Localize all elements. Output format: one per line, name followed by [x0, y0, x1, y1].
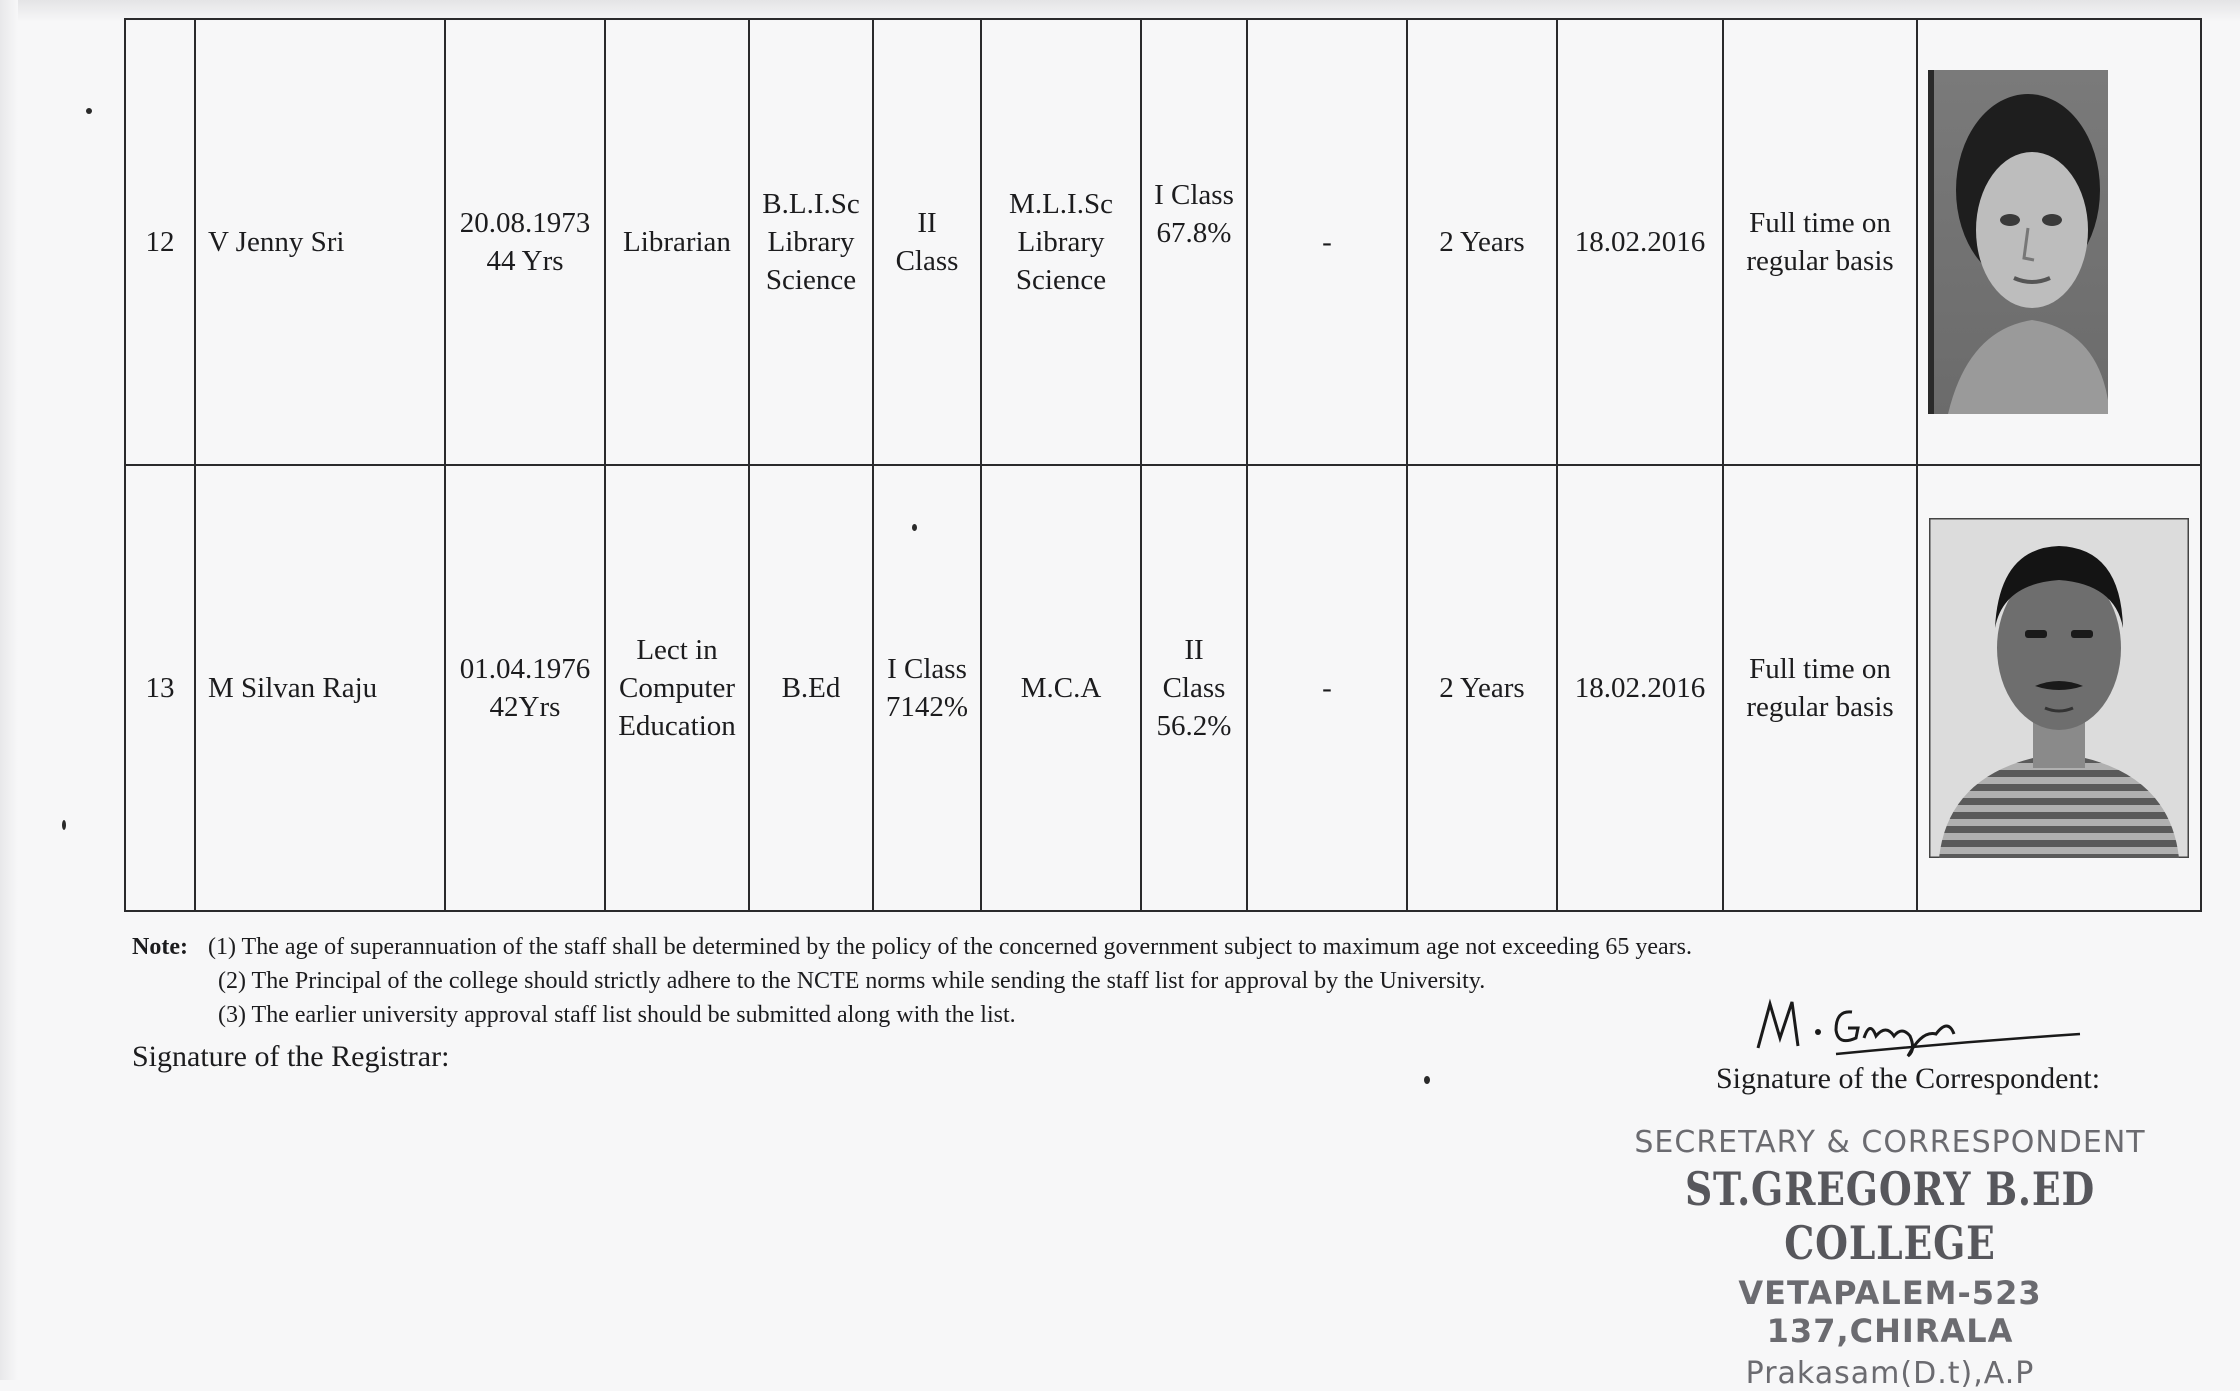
designation: Librarian — [605, 19, 749, 465]
note-label: Note: — [132, 934, 188, 960]
ug-class-line: Class — [895, 245, 959, 277]
designation-line: Lect in — [636, 634, 718, 666]
stamp-line: ST.GREGORY B.ED COLLEGE — [1685, 1162, 2095, 1270]
staff-photo — [1929, 518, 2189, 858]
registrar-signature-label: Signature of the Registrar: — [132, 1040, 450, 1073]
scan-speck — [62, 820, 66, 830]
age: 44 Yrs — [486, 245, 564, 277]
joining-date: 18.02.2016 — [1557, 465, 1723, 911]
handwritten-signature — [1740, 990, 2100, 1060]
stamp-line: SECRETARY & CORRESPONDENT — [1634, 1125, 2146, 1160]
experience: 2 Years — [1407, 19, 1557, 465]
pg-class-line: Class — [1162, 672, 1226, 704]
appointment-line: regular basis — [1746, 245, 1894, 277]
ug-class-line: 7142% — [885, 691, 969, 723]
photo-portrait-male — [1929, 518, 2189, 858]
appointment-line: Full time on — [1749, 207, 1891, 239]
ug-degree — [749, 19, 873, 465]
photo-portrait-female — [1928, 70, 2108, 414]
scan-speck — [1424, 1076, 1430, 1084]
dob: 01.04.1976 — [459, 653, 591, 685]
appointment-line: Full time on — [1749, 653, 1891, 685]
appointment-type — [1723, 465, 1917, 911]
stamp-line: Prakasam(D.t),A.P — [1745, 1356, 2035, 1391]
pg-class-line: I Class — [1154, 179, 1234, 211]
designation-line: Education — [618, 710, 736, 742]
pg-class — [1141, 465, 1247, 911]
ug-degree-line: B.L.I.Sc — [762, 188, 860, 220]
stamp-line: VETAPALEM-523 137,CHIRALA — [1738, 1274, 2042, 1350]
ug-class — [873, 19, 981, 465]
pg-degree: M.C.A — [981, 465, 1141, 911]
scan-edge-left — [0, 0, 18, 1380]
college-stamp — [1630, 1125, 2150, 1391]
correspondent-signature-label: Signature of the Correspondent: — [1716, 1062, 2101, 1095]
appointment-type — [1723, 19, 1917, 465]
staff-name: V Jenny Sri — [195, 19, 445, 465]
designation — [605, 465, 749, 911]
note-item: (3) The earlier university approval staff list should be submitted along with the list. — [218, 1002, 1016, 1028]
pg-class-line: 56.2% — [1156, 710, 1232, 742]
pg-degree-line: Library — [1017, 226, 1105, 258]
table-row — [125, 465, 2201, 911]
pg-class-line: II — [1184, 634, 1204, 666]
dob-age — [445, 465, 605, 911]
serial-number: 12 — [125, 19, 195, 465]
pg-class — [1141, 19, 1247, 465]
staff-photo — [1928, 70, 2108, 414]
age: 42Yrs — [489, 691, 561, 723]
ug-class — [873, 465, 981, 911]
pg-degree-line: Science — [1015, 264, 1107, 296]
experience: 2 Years — [1407, 465, 1557, 911]
staff-table — [124, 18, 2202, 912]
table-row — [125, 19, 2201, 465]
other-qualification: - — [1247, 19, 1407, 465]
note-item: (1) The age of superannuation of the staff shall be determined by the policy of the concerned government subject to maximum age not exceeding 65 years. — [208, 934, 1692, 960]
designation-line: Computer — [619, 672, 735, 704]
pg-class-line: 67.8% — [1156, 217, 1232, 249]
staff-name: M Silvan Raju — [195, 465, 445, 911]
ug-class-line: II — [917, 207, 937, 239]
photo-cell — [1917, 465, 2201, 911]
pg-degree-line: M.L.I.Sc — [1009, 188, 1113, 220]
photo-cell — [1917, 19, 2201, 465]
serial-number: 13 — [125, 465, 195, 911]
ug-class-line: I Class — [887, 653, 967, 685]
ug-degree-line: Library — [767, 226, 855, 258]
notes-section — [132, 930, 1782, 1032]
appointment-line: regular basis — [1746, 691, 1894, 723]
dob-age — [445, 19, 605, 465]
ug-degree: B.Ed — [749, 465, 873, 911]
joining-date: 18.02.2016 — [1557, 19, 1723, 465]
pg-degree — [981, 19, 1141, 465]
dob: 20.08.1973 — [459, 207, 591, 239]
note-item: (2) The Principal of the college should strictly adhere to the NCTE norms while sending the staff list for approval by the University. — [218, 968, 1486, 994]
scan-speck — [86, 108, 92, 114]
other-qualification: - — [1247, 465, 1407, 911]
scan-speck — [912, 524, 917, 531]
ug-degree-line: Science — [765, 264, 857, 296]
